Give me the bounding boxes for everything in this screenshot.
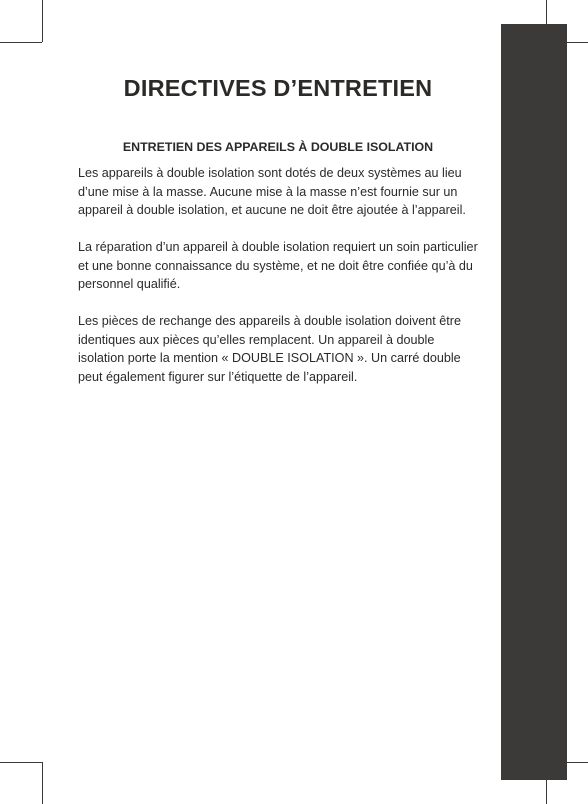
crop-mark-bottom-left-vertical [42, 762, 43, 804]
page-content [78, 72, 478, 386]
crop-mark-top-left-horizontal [0, 42, 42, 43]
crop-mark-bottom-left-horizontal [0, 762, 42, 763]
paragraph-1: Les appareils à double isolation sont dotés de deux systèmes au lieu d’une mise à la masse. Aucune mise à la masse n’est fournie sur un appareil à double isolation, et aucune ne doit être ajoutée à l’appareil. [78, 166, 466, 217]
section-heading: ENTRETIEN DES APPAREILS À DOUBLE ISOLATION [122, 140, 434, 154]
crop-mark-top-left-vertical [42, 0, 43, 42]
paragraph-3: Les pièces de rechange des appareils à double isolation doivent être identiques aux pièces qu’elles remplacent. Un appareil à double isolation porte la mention « DOUBLE ISOLATION ». Un carré double peut également figurer sur l’étiquette de l’appareil. [78, 314, 461, 384]
page-title: DIRECTIVES D’ENTRETIEN [123, 75, 433, 101]
paragraph-2: La réparation d’un appareil à double isolation requiert un soin particulier et une bonne connaissance du système, et ne doit être confiée qu’à du personnel qualifié. [78, 240, 478, 291]
side-tab [501, 24, 567, 780]
